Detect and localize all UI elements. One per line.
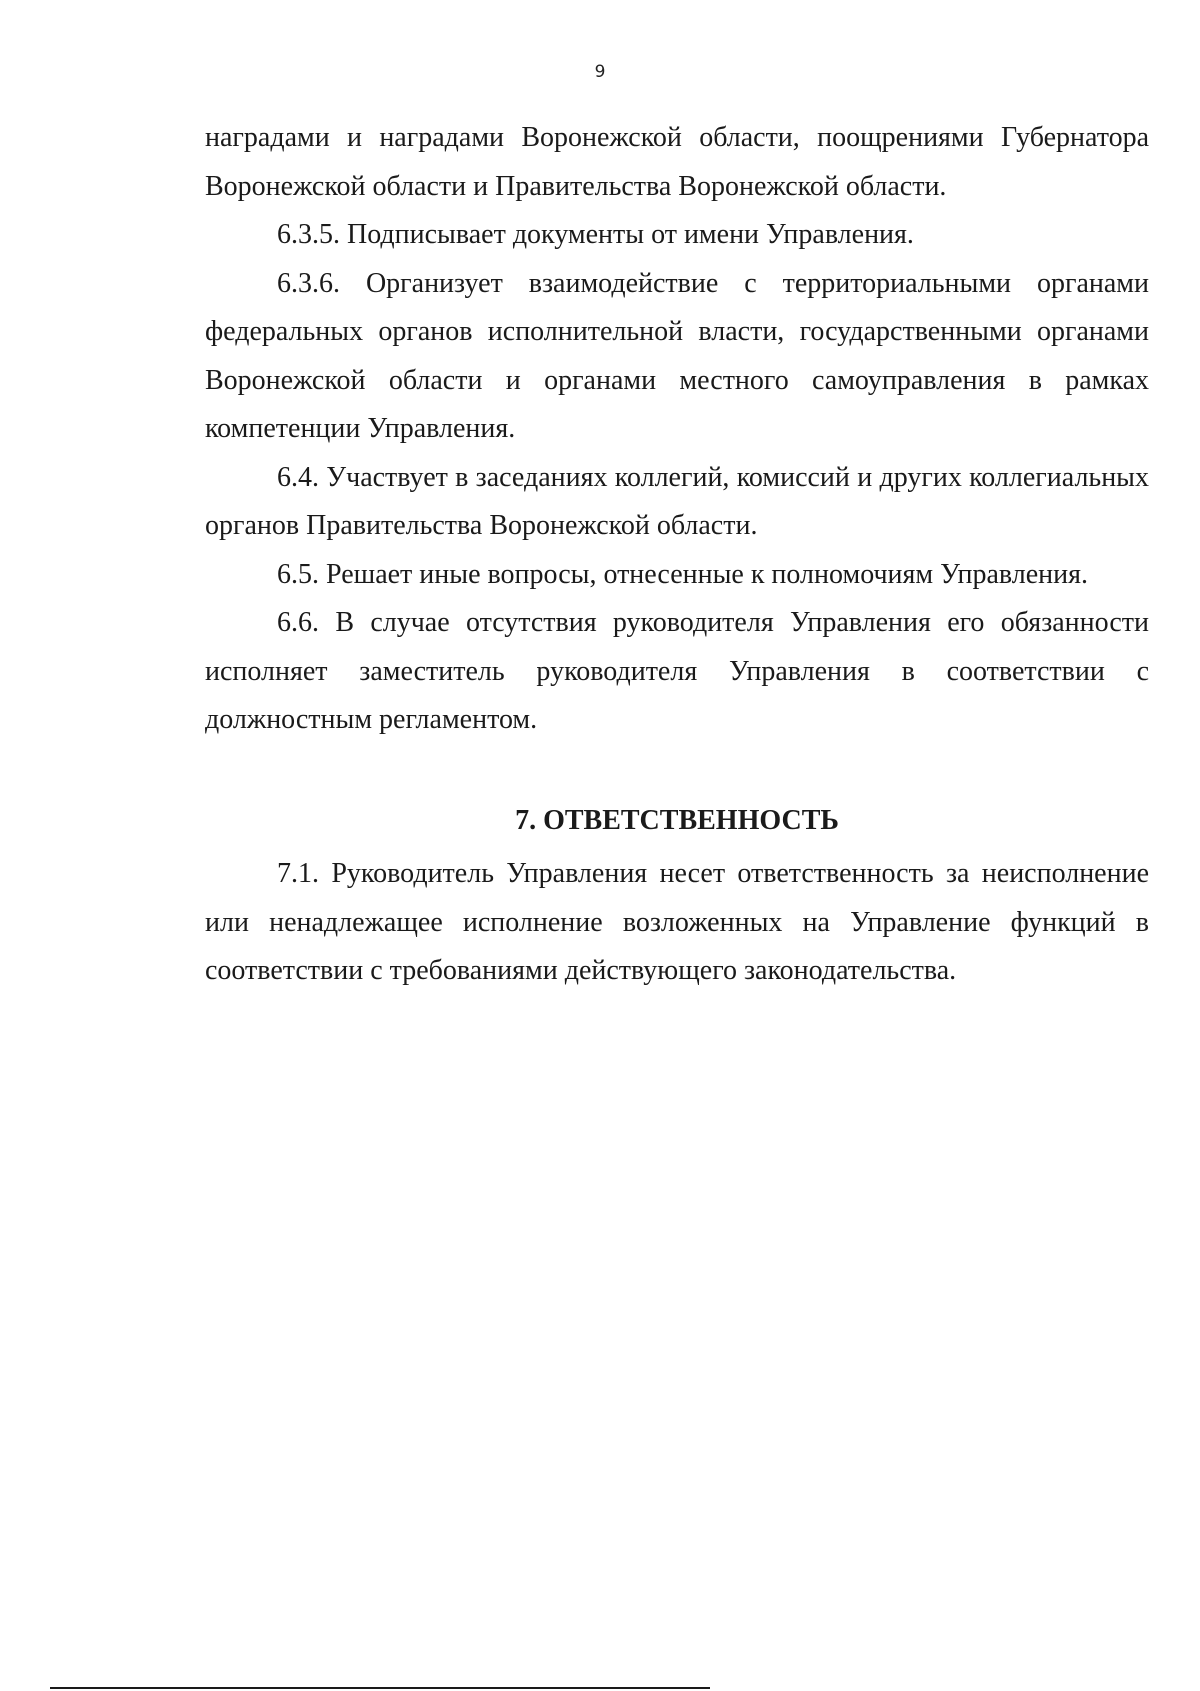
paragraph-6-4: 6.4. Участвует в заседаниях коллегий, комиссий и других коллегиальных органов Правительства Воронежской области. [205,461,1149,541]
paragraph-6-3-6: 6.3.6. Организует взаимодействие с территориальными органами федеральных органов исполнительной власти, государственными органами Воронежской области и органами местного самоуправления в рамках компетенции Управления. [205,267,1149,444]
paragraph-6-6: 6.6. В случае отсутствия руководителя Управления его обязанности исполняет заместитель руководителя Управления в соответствии с должностным регламентом. [205,607,1149,735]
paragraph-6-3-5: 6.3.5. Подписывает документы от имени Управления. [277,219,914,250]
section-title: 7. ОТВЕТСТВЕННОСТЬ [515,804,839,836]
document-body [205,114,1149,996]
paragraph-7-1: 7.1. Руководитель Управления несет ответственность за неисполнение или ненадлежащее исполнение возложенных на Управление функций в соответствии с требованиями действующего законодательства. [205,858,1149,986]
paragraph-continuation: наградами и наградами Воронежской области, поощрениями Губернатора Воронежской области и Правительства Воронежской области. [205,122,1149,202]
paragraph-6-5: 6.5. Решает иные вопросы, отнесенные к полномочиям Управления. [277,558,1089,590]
footer-rule [50,1687,710,1689]
page-number: 9 [594,62,606,82]
